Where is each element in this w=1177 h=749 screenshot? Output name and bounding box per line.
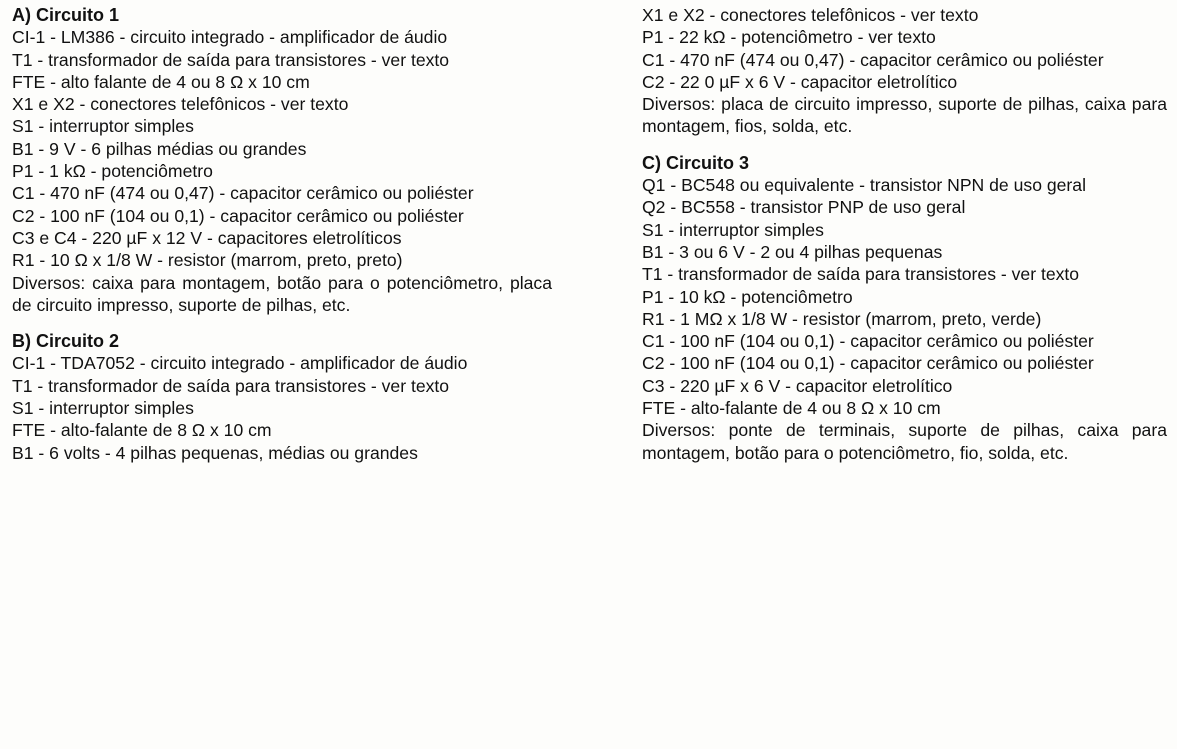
parts-list-item: C3 - 220 µF x 6 V - capacitor eletrolítico: [642, 375, 953, 396]
parts-list-item: P1 - 22 kΩ - potenciômetro - ver texto: [642, 27, 936, 48]
parts-list-item: T1 - transformador de saída para transistores - ver texto: [642, 264, 1080, 285]
parts-list-item: C2 - 100 nF (104 ou 0,1) - capacitor cerâmico ou poliéster: [642, 353, 1094, 374]
parts-list-item: C2 - 100 nF (104 ou 0,1) - capacitor cerâmico ou poliéster: [12, 205, 464, 226]
parts-list-item: P1 - 10 kΩ - potenciômetro: [642, 286, 853, 307]
parts-list-item: C1 - 100 nF (104 ou 0,1) - capacitor cerâmico ou poliéster: [642, 331, 1094, 352]
parts-list-item: FTE - alto-falante de 8 Ω x 10 cm: [12, 420, 272, 441]
parts-list-item: Diversos: caixa para montagem, botão para o potenciômetro, placa de circuito impresso, suporte de pilhas, etc.: [12, 272, 552, 315]
parts-list-item: R1 - 10 Ω x 1/8 W - resistor (marrom, preto, preto): [12, 250, 403, 271]
parts-list-item: FTE - alto-falante de 4 ou 8 Ω x 10 cm: [642, 398, 941, 419]
parts-list-item: CI-1 - TDA7052 - circuito integrado - amplificador de áudio: [12, 353, 468, 374]
parts-list-item: S1 - interruptor simples: [12, 116, 194, 137]
parts-list-item: C3 e C4 - 220 µF x 12 V - capacitores eletrolíticos: [12, 227, 402, 248]
right-column: [642, 4, 1167, 478]
parts-list-item: S1 - interruptor simples: [12, 398, 194, 419]
section-circuito-1: [12, 4, 572, 316]
parts-list-item: X1 e X2 - conectores telefônicos - ver texto: [12, 94, 349, 115]
left-column: [12, 4, 572, 478]
section-circuito-2-continued: [642, 4, 1167, 138]
parts-list-item: T1 - transformador de saída para transistores - ver texto: [12, 375, 450, 396]
parts-list-item: T1 - transformador de saída para transistores - ver texto: [12, 49, 450, 70]
parts-list-item: X1 e X2 - conectores telefônicos - ver texto: [642, 5, 979, 25]
section-heading: C) Circuito 3: [642, 152, 750, 173]
parts-list-item: Q1 - BC548 ou equivalente - transistor NPN de uso geral: [642, 175, 1086, 196]
parts-list-item: CI-1 - LM386 - circuito integrado - amplificador de áudio: [12, 27, 448, 48]
parts-list-item: R1 - 1 MΩ x 1/8 W - resistor (marrom, preto, verde): [642, 308, 1042, 329]
parts-list-item: B1 - 9 V - 6 pilhas médias ou grandes: [12, 138, 307, 159]
parts-list-item: Diversos: ponte de terminais, suporte de pilhas, caixa para montagem, botão para o potenciômetro, fio, solda, etc.: [642, 420, 1167, 463]
section-circuito-2: [12, 330, 572, 464]
parts-list-item: C1 - 470 nF (474 ou 0,47) - capacitor cerâmico ou poliéster: [12, 183, 474, 204]
parts-list-item: P1 - 1 kΩ - potenciômetro: [12, 161, 213, 182]
section-circuito-3: [642, 152, 1167, 464]
parts-list-item: B1 - 3 ou 6 V - 2 ou 4 pilhas pequenas: [642, 241, 943, 262]
section-heading: B) Circuito 2: [12, 331, 120, 352]
parts-list-item: S1 - interruptor simples: [642, 219, 824, 240]
parts-list-item: FTE - alto falante de 4 ou 8 Ω x 10 cm: [12, 71, 310, 92]
parts-list-item: C2 - 22 0 µF x 6 V - capacitor eletrolítico: [642, 71, 958, 92]
parts-list-item: Diversos: placa de circuito impresso, suporte de pilhas, caixa para montagem, fios, solda, etc.: [642, 94, 1167, 137]
parts-list-item: B1 - 6 volts - 4 pilhas pequenas, médias ou grandes: [12, 442, 418, 463]
section-heading: A) Circuito 1: [12, 5, 120, 25]
parts-list-item: C1 - 470 nF (474 ou 0,47) - capacitor cerâmico ou poliéster: [642, 49, 1104, 70]
parts-list-item: Q2 - BC558 - transistor PNP de uso geral: [642, 197, 966, 218]
